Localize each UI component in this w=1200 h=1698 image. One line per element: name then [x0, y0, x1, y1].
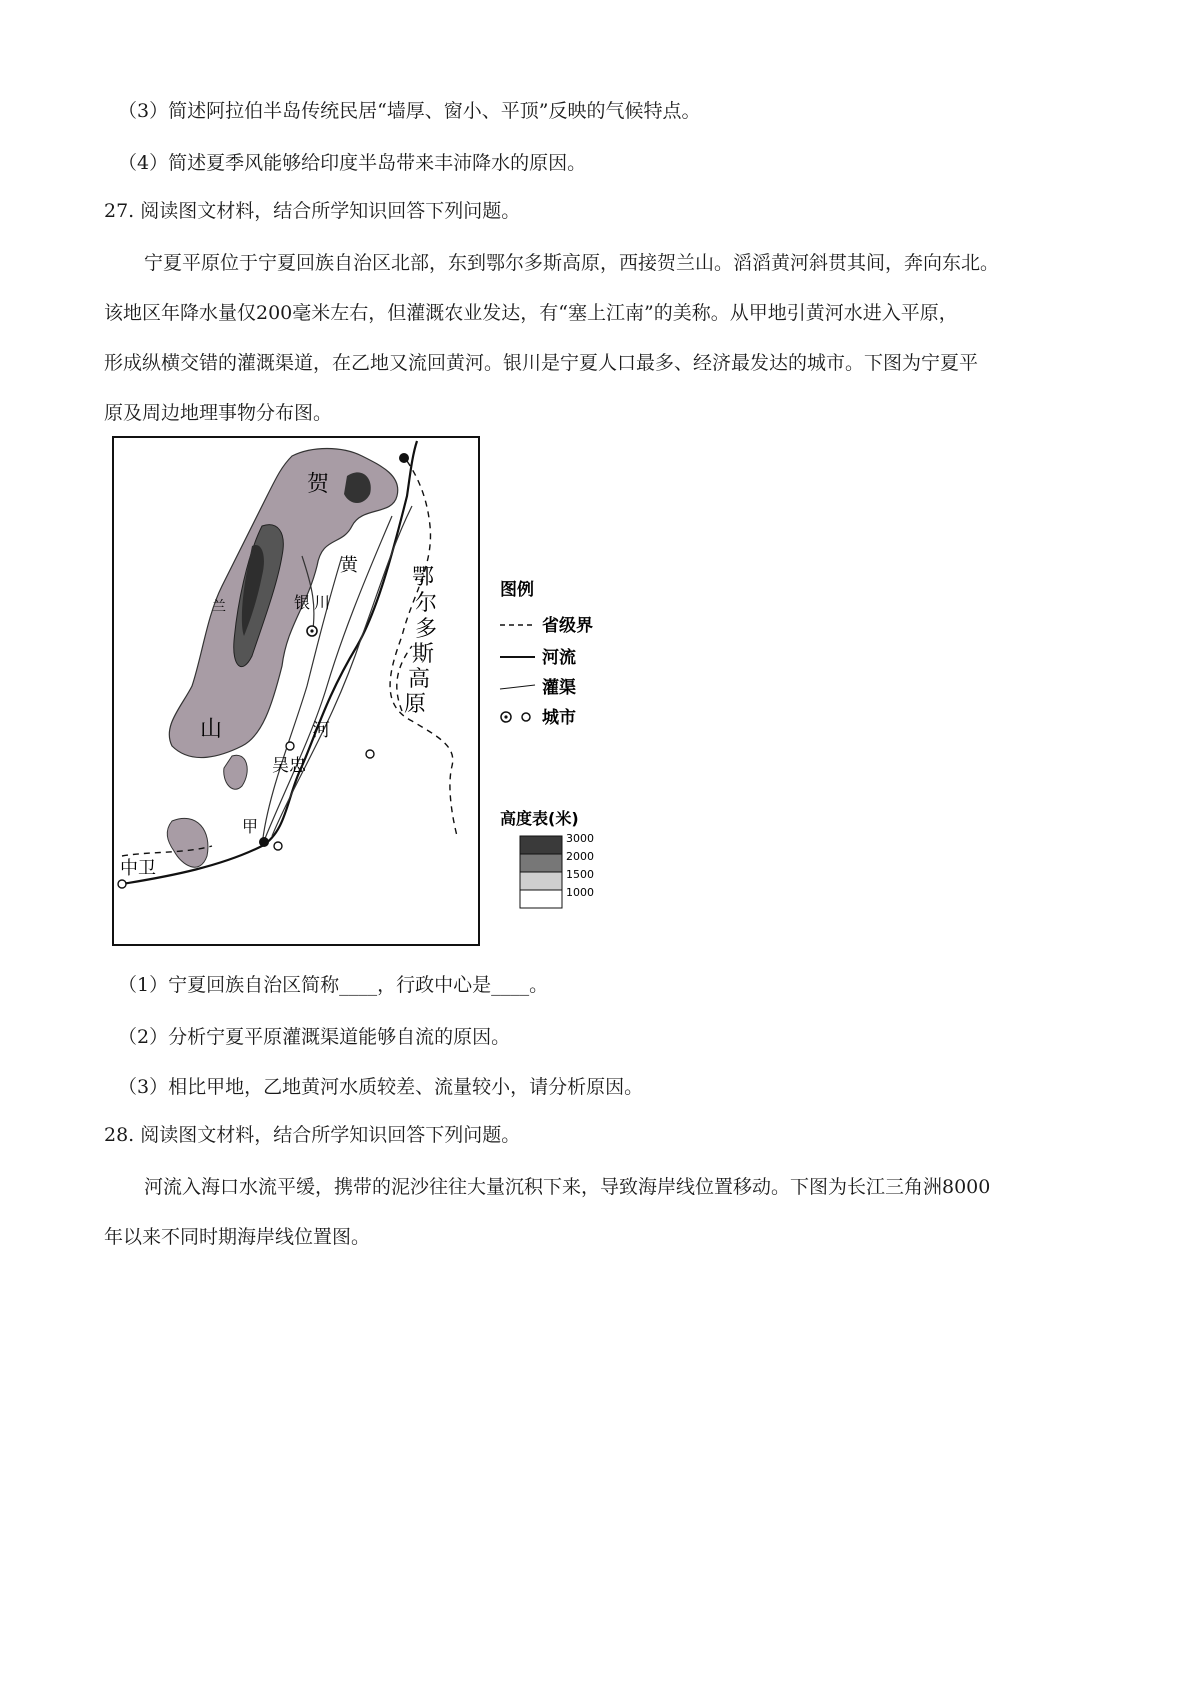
label-jia: 甲 — [242, 817, 259, 836]
elev-box-3000 — [520, 836, 562, 854]
q27-para-line-1: 宁夏平原位于宁夏回族自治区北部，东到鄂尔多斯高原，西接贺兰山。滔滔黄河斜贯其间，奔向东北。 — [144, 252, 1000, 274]
elev-label-1000: 1000 — [566, 886, 594, 899]
legend-canal-label: 灌渠 — [542, 678, 576, 698]
q27-question-1: （1）宁夏回族自治区简称____，行政中心是____。 — [118, 974, 549, 996]
label-shan: 山 — [200, 717, 223, 742]
q28-para-line-1: 河流入海口水流平缓，携带的泥沙往往大量沉积下来，导致海岸线位置移动。下图为长江三角洲8000 — [144, 1176, 991, 1198]
legend-title: 图例 — [500, 580, 534, 600]
city-wuzhong — [286, 742, 294, 750]
q27-title: 27. 阅读图文材料，结合所学知识回答下列问题。 — [104, 200, 521, 222]
legend-canal-symbol — [500, 685, 535, 689]
legend-city-label: 城市 — [542, 708, 576, 725]
q28-para-line-2: 年以来不同时期海岸线位置图。 — [104, 1226, 371, 1248]
elevation-title: 高度表(米) — [500, 809, 579, 828]
elev-box-1000 — [520, 890, 562, 908]
label-e: 鄂 — [412, 565, 435, 590]
elevation-scale — [500, 808, 620, 928]
legend-city-symbol-2 — [522, 713, 530, 721]
q28-title: 28. 阅读图文材料，结合所学知识回答下列问题。 — [104, 1124, 521, 1146]
q27-question-2: （2）分析宁夏平原灌溉渠道能够自流的原因。 — [118, 1026, 511, 1048]
elev-box-2000 — [520, 854, 562, 872]
city-zhongwei — [118, 880, 126, 888]
label-wuzhong: 吴忠 — [272, 756, 306, 776]
label-duo: 多 — [415, 617, 438, 642]
q27-para-line-2: 该地区年降水量仅200毫米左右，但灌溉农业发达，有“塞上江南”的美称。从甲地引黄河水进入平原， — [104, 302, 958, 324]
label-lan: 兰 — [212, 599, 226, 615]
yi-point — [399, 453, 409, 463]
elev-label-2000: 2000 — [566, 850, 594, 863]
label-er: 尔 — [415, 591, 438, 616]
label-yin: 银 — [294, 593, 311, 612]
question-4-prev: （4）简述夏季风能够给印度半岛带来丰沛降水的原因。 — [118, 152, 587, 174]
ningxia-map — [112, 436, 480, 946]
elev-label-3000: 3000 — [566, 832, 594, 845]
elev-box-1500 — [520, 872, 562, 890]
question-3-prev: （3）简述阿拉伯半岛传统民居“墙厚、窗小、平顶”反映的气候特点。 — [118, 100, 701, 122]
label-zhongwei: 中卫 — [120, 858, 156, 879]
label-he: 贺 — [307, 472, 330, 497]
legend-river-label: 河流 — [542, 648, 576, 668]
north-highland-shape — [344, 472, 371, 503]
label-he2: 河 — [312, 720, 330, 741]
label-gao: 高 — [408, 667, 431, 692]
q27-para-line-3: 形成纵横交错的灌溉渠道，在乙地又流回黄河。银川是宁夏人口最多、经济最发达的城市。下图为宁夏平 — [104, 352, 979, 374]
map-legend — [490, 575, 630, 725]
label-huang: 黄 — [340, 555, 358, 576]
city-east — [366, 750, 374, 758]
label-si: 斯 — [412, 642, 435, 667]
elev-label-1500: 1500 — [566, 868, 594, 881]
label-yuan: 原 — [404, 692, 427, 717]
legend-boundary-label: 省级界 — [542, 616, 593, 636]
city-near-jia — [274, 842, 282, 850]
city-yinchuan-dot — [310, 629, 313, 632]
jia-point — [259, 837, 269, 847]
q27-para-line-4: 原及周边地理事物分布图。 — [104, 402, 333, 424]
legend-city-symbol-dot — [504, 715, 507, 718]
q27-question-3: （3）相比甲地，乙地黄河水质较差、流量较小，请分析原因。 — [118, 1076, 644, 1098]
label-chuan: 川 — [314, 593, 331, 612]
